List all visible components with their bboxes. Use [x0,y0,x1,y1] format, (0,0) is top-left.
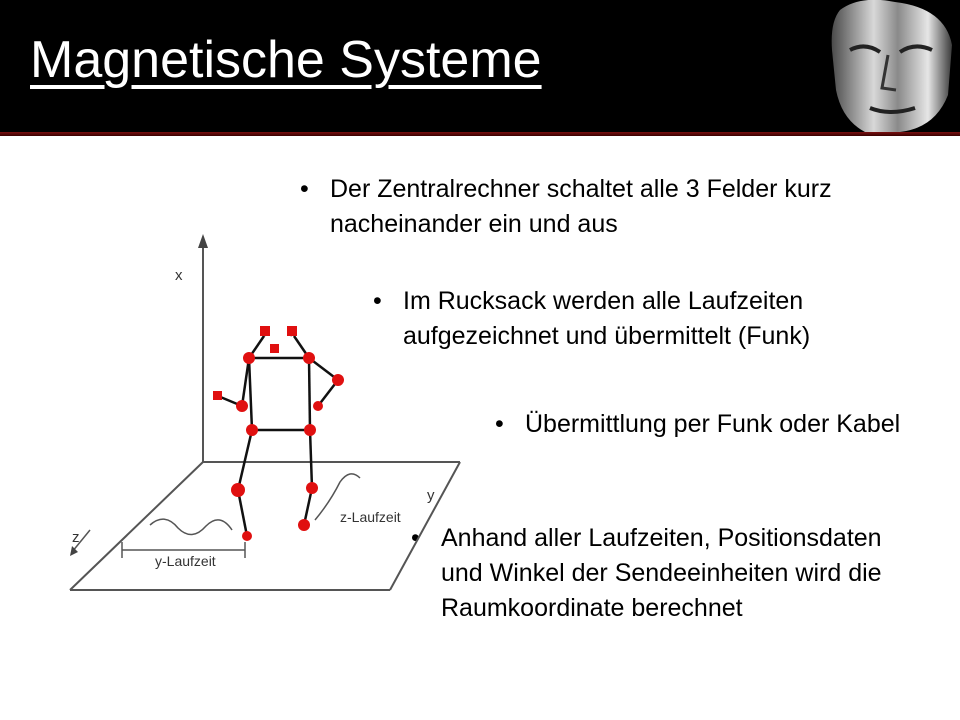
chrome-face-logo-icon [820,0,960,132]
header-accent-line [0,132,960,136]
bullet-text: Der Zentralrechner schaltet alle 3 Felder kurz nacheinander ein und aus [330,175,832,238]
x-axis-arrow-icon [198,234,208,248]
slide-title: Magnetische Systeme [30,31,542,89]
axis-y-label: y [427,487,435,504]
bullet-text: Übermittlung per Funk oder Kabel [525,410,901,438]
bullet-text: Anhand aller Laufzeiten, Positionsdaten und Winkel der Sendeeinheiten wird die Raumkoordinate berechnet [441,524,882,622]
bullet-text: Im Rucksack werden alle Laufzeiten aufgezeichnet und übermittelt (Funk) [403,287,811,350]
z-axis-arrow-icon [70,546,78,556]
motion-capture-diagram [60,220,480,600]
bullet-item-4 [441,521,901,626]
axis-x-label: x [175,267,183,284]
bullet-item-3 [525,407,935,442]
axes [70,242,460,590]
z-laufzeit-label: z-Laufzeit [340,509,401,525]
y-laufzeit-label: y-Laufzeit [155,553,216,569]
axis-z-label: z [72,529,80,546]
stick-figure [218,332,338,536]
bullet-item-2 [403,284,933,354]
